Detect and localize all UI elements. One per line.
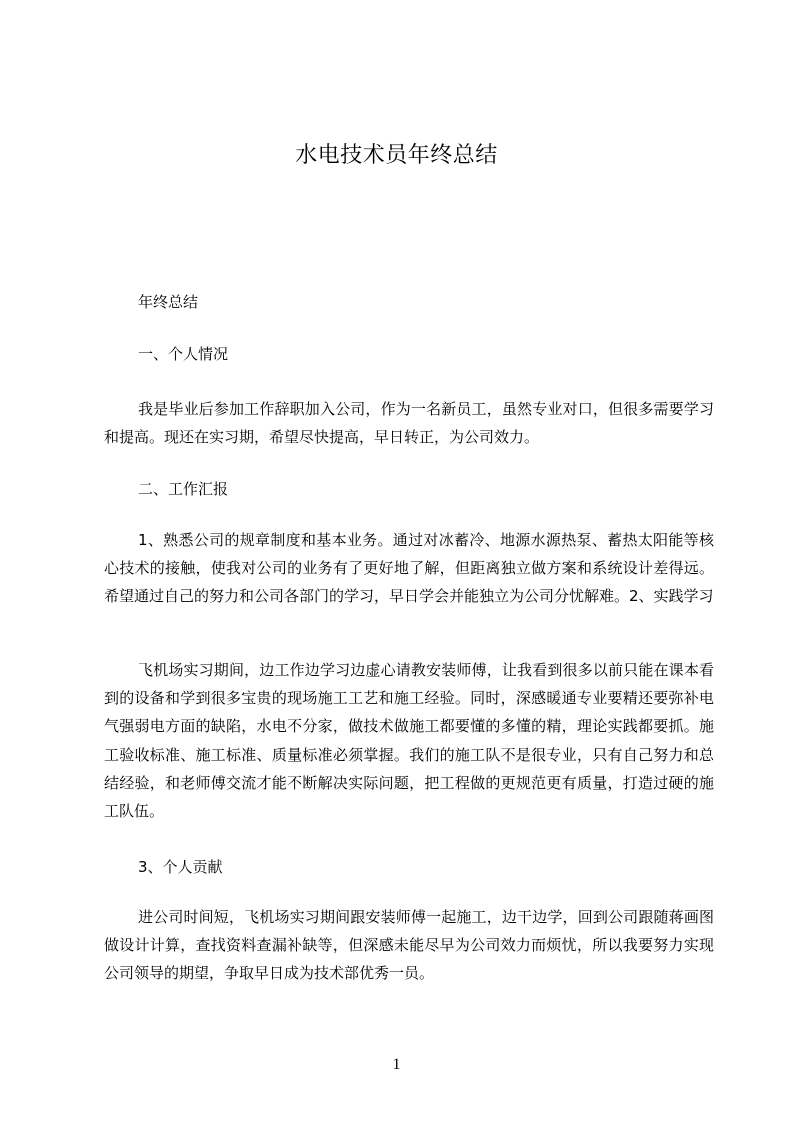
page-number: 1 — [392, 1056, 401, 1073]
personal-contribution-paragraph: 进公司时间短，飞机场实习期间跟安装师傅一起施工，边干边学，回到公司跟随蒋画图做设计计算，查找资料查漏补缺等，但深感未能尽早为公司效力而烦忧，所以我要努力实现公司领导的期望，争取早日成为技术部优秀一员。 — [104, 908, 714, 983]
personal-situation-paragraph: 我是毕业后参加工作辞职加入公司，作为一名新员工，虽然专业对口，但很多需要学习和提高。现还在实习期，希望尽快提高，早日转正，为公司效力。 — [104, 400, 714, 447]
work-report-paragraph: 1、熟悉公司的规章制度和基本业务。通过对冰蓄冷、地源水源热泵、蓄热太阳能等核心技术的接触，使我对公司的业务有了更好地了解，但距离独立做方案和系统设计差得远。希望通过自己的努力和公司各部门的学习，早日学会并能独立为公司分忧解难。2、实践学习 — [104, 531, 714, 606]
document-title: 水电技术员年终总结 — [295, 143, 498, 168]
practice-study-paragraph: 飞机场实习期间，边工作边学习边虚心请教安装师傅，让我看到很多以前只能在课本看到的设备和学到很多宝贵的现场施工工艺和施工经验。同时，深感暖通专业要精还要弥补电气强弱电方面的缺陷，水电不分家，做技术做施工都要懂的多懂的精，理论实践都要抓。施工验收标准、施工标准、质量标准必须掌握。我们的施工队不是很专业，只有自己努力和总结经验，和老师傅交流才能不断解决实际问题，把工程做的更规范更有质量，打造过硬的施工队伍。 — [104, 661, 714, 821]
personal-situation-heading: 一、个人情况 — [138, 345, 229, 363]
summary-heading: 年终总结 — [138, 293, 199, 311]
personal-contribution-heading: 3、个人贡献 — [138, 858, 223, 876]
work-report-heading: 二、工作汇报 — [138, 480, 229, 498]
